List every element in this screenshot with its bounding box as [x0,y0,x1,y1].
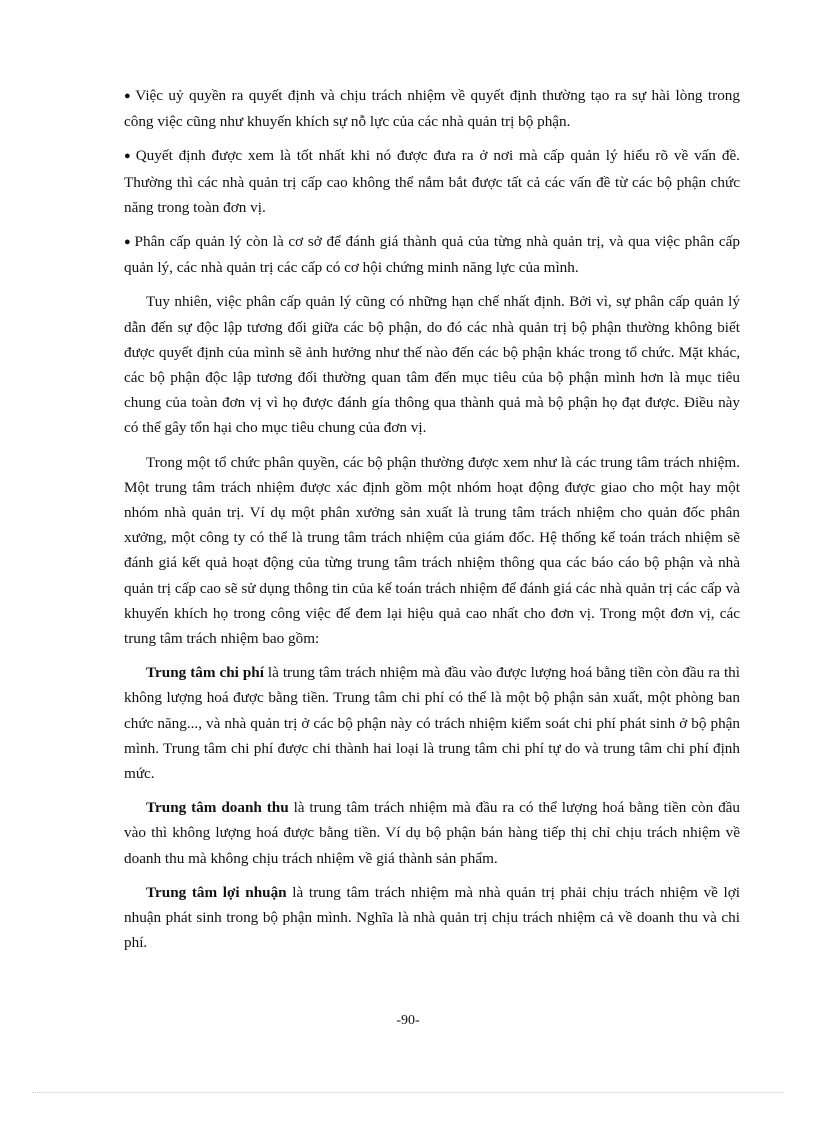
profit-center-paragraph [124,880,740,956]
profit-center-text: là trung tâm trách nhiệm mà nhà quản trị phải chịu trách nhiệm về lợi nhuận phát sinh trong bộ phận mình. Nghĩa là nhà quản trị chịu trách nhiệm cả về doanh thu và chi phí. [124,883,741,952]
revenue-center-term: Trung tâm doanh thu [146,799,289,817]
page-number: -90- [396,1013,420,1028]
bullet-item [124,229,740,280]
profit-center-term: Trung tâm lợi nhuận [146,883,287,901]
cost-center-term: Trung tâm chi phí [146,664,264,682]
bullet-item [124,143,740,220]
page-bottom-divider [32,1092,784,1093]
bullet-icon: ● [124,236,132,249]
paragraph-responsibility-centers: Trong một tổ chức phân quyền, các bộ phận thường được xem như là các trung tâm trách nhiệm. Một trung tâm trách nhiệm được xác định gồm một nhóm hoạt động được giao cho một hay một nhóm nhà quản trị. Ví dụ một phân xưởng sản xuất là trung tâm trách nhiệm cho quản đốc phân xưởng, một công ty có thể là trung tâm trách nhiệm của giám đốc. Hệ thống kế toán trách nhiệm sẽ đánh giá kết quả hoạt động của từng trung tâm trách nhiệm thông qua các báo cáo bộ phận và nhà quản trị cấp cao sẽ sử dụng thông tin của kế toán trách nhiệm để đánh giá các nhà quản trị các cấp và khuyến khích họ trong công việc để đem lại hiệu quả cao nhất cho đơn vị. Trong một đơn vị, các trung tâm trách nhiệm bao gồm: [124,453,740,648]
paragraph-limitations: Tuy nhiên, việc phân cấp quản lý cũng có những hạn chế nhất định. Bởi vì, sự phân cấp quản lý dẫn đến sự độc lập tương đối giữa các bộ phận, do đó các nhà quản trị bộ phận thường không biết được quyết định của mình sẽ ảnh hưởng như thế nào đến các bộ phận khác trong tổ chức. Mặt khác, các bộ phận độc lập tương đối thường quan tâm đến mục tiêu của bộ phận mình hơn là mục tiêu chung của toàn đơn vị vì họ được đánh gía thông qua thành quả mà bộ phận họ đạt được. Điều này có thể gây tổn hại cho mục tiêu chung của đơn vị. [124,293,740,437]
revenue-center-text: là trung tâm trách nhiệm mà đầu ra có thể lượng hoá bằng tiền còn đầu vào thì không lượng hoá được bằng tiền. Ví dụ bộ phận bán hàng tiếp thị chỉ chịu trách nhiệm về doanh thu mà không chịu trách nhiệm về giá thành sản phẩm. [124,799,740,867]
bullet-icon: ● [124,150,133,163]
cost-center-text: là trung tâm trách nhiệm mà đầu vào được lượng hoá bằng tiền còn đầu ra thì không lượng hoá được bằng tiền. Trung tâm chi phí có thể là một bộ phận sản xuất, một phòng ban chức năng..., và nhà quản trị ở các bộ phận này có trách nhiệm kiểm soát chi phí phát sinh ở bộ phận mình. Trung tâm chi phí được chi thành hai loại là trung tâm chi phí tự do và trung tâm chi phí định mức. [124,664,740,783]
bullet-text: Phân cấp quản lý còn là cơ sở để đánh giá thành quả của từng nhà quản trị, và qua việc phân cấp quản lý, các nhà quản trị các cấp có cơ hội chứng minh năng lực của mình. [124,233,740,277]
bullet-text: Quyết định được xem là tốt nhất khi nó được đưa ra ở nơi mà cấp quản lý hiểu rõ về vấn đề. Thường thì các nhà quản trị cấp cao không thể nắm bắt được tất cả các vấn đề từ các bộ phận chức năng trong toàn đơn vị. [124,147,740,216]
page-body [124,83,740,965]
revenue-center-paragraph [124,795,740,871]
bullet-icon: ● [124,90,133,102]
bullet-text: Việc uỷ quyền ra quyết định và chịu trách nhiệm về quyết định thường tạo ra sự hài lòng trong công việc cũng như khuyến khích sự nỗ lực của các nhà quản trị bộ phận. [124,87,740,131]
bullet-item [124,83,740,134]
cost-center-paragraph [124,660,740,786]
